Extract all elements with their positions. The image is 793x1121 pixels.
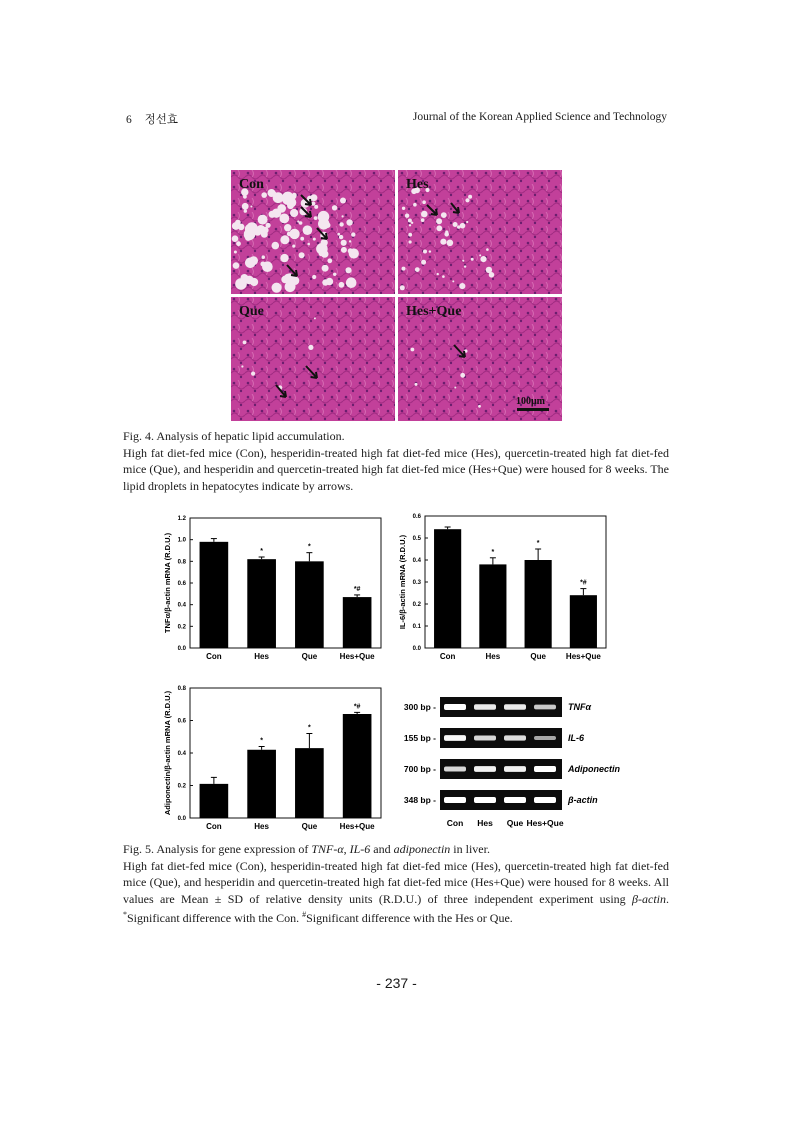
x-tick-label: Que: [301, 822, 318, 831]
running-header-left: [126, 111, 188, 127]
lipid-droplet: [246, 222, 257, 233]
lipid-droplet: [241, 365, 243, 367]
y-tick-label: 0.2: [177, 783, 186, 790]
lipid-droplet: [233, 262, 240, 269]
lipid-droplet: [260, 262, 265, 267]
bar-que: [295, 561, 324, 648]
lipid-droplet: [421, 260, 426, 265]
y-tick-label: 0.6: [177, 718, 186, 725]
x-tick-label: Hes: [254, 822, 269, 831]
lipid-droplet: [415, 267, 420, 272]
histology-figure: [231, 170, 562, 421]
lipid-droplet: [479, 254, 481, 256]
lipid-droplet: [471, 258, 474, 261]
y-tick-label: 0.4: [177, 602, 186, 609]
y-tick-label: 1.2: [177, 516, 186, 522]
lipid-droplet: [273, 192, 276, 195]
lipid-droplet: [411, 222, 413, 224]
y-tick-label: 0.0: [177, 646, 186, 652]
lipid-droplet: [243, 341, 247, 345]
lipid-droplet: [339, 222, 343, 226]
lipid-droplet: [437, 273, 439, 275]
bar-hes: [247, 750, 276, 818]
figure-5-title: Fig. 5. Analysis for gene expression of TNF-α, IL-6 and adiponectin in liver.: [123, 842, 490, 856]
lipid-droplet: [232, 235, 239, 242]
lipid-droplet: [311, 202, 315, 206]
bar-hes: [247, 559, 276, 648]
bar-hes: [479, 564, 506, 648]
bar-que: [525, 560, 552, 648]
lipid-droplet: [421, 211, 428, 218]
significance-mark: *: [260, 548, 263, 555]
lipid-droplet: [478, 405, 481, 408]
lipid-droplet: [261, 192, 267, 198]
band-size-label: 700 bp -: [403, 764, 436, 774]
x-tick-label: Hes+Que: [339, 822, 375, 831]
lipid-droplet: [339, 282, 345, 288]
lipid-droplet: [340, 198, 346, 204]
lane-label: Con: [446, 818, 464, 828]
lipid-droplet: [314, 216, 318, 220]
lipid-droplet: [266, 223, 271, 228]
y-tick-label: 0.8: [177, 686, 186, 692]
lipid-droplet: [351, 232, 355, 236]
lipid-droplet: [244, 209, 247, 212]
bar-con: [200, 784, 229, 818]
lipid-droplet: [282, 192, 294, 204]
lipid-droplet: [339, 235, 343, 239]
lipid-droplet: [245, 258, 256, 269]
gel-band: [504, 766, 526, 772]
x-tick-label: Con: [206, 822, 222, 831]
band-size-label: 300 bp -: [403, 702, 436, 712]
lipid-droplet: [465, 198, 469, 202]
lipid-droplet: [400, 285, 405, 290]
lipid-droplet: [261, 255, 265, 259]
lipid-droplet: [284, 224, 291, 231]
lipid-droplet: [352, 254, 356, 258]
lipid-droplet: [402, 207, 405, 210]
lipid-droplet: [413, 203, 417, 207]
lipid-droplet: [468, 195, 472, 199]
significance-mark: *#: [580, 579, 587, 587]
lane-label: Que: [506, 818, 524, 828]
x-tick-label: Con: [206, 652, 222, 661]
lipid-droplet: [462, 260, 464, 262]
lipid-droplet: [436, 225, 442, 231]
scale-bar-label: 100μm: [516, 396, 545, 407]
lipid-droplet: [242, 203, 249, 210]
lipid-droplet: [321, 239, 328, 246]
lipid-droplet: [287, 232, 292, 237]
lipid-droplet: [307, 243, 310, 246]
gene-label: β-actin: [568, 795, 598, 805]
lipid-droplet: [261, 228, 263, 230]
x-tick-label: Que: [301, 652, 318, 661]
figure-5-body: High fat diet-fed mice (Con), hesperidin-treated high fat diet-fed mice (Hes), quercetin-treated high fat diet-fed mice (Que), and hesperidin and quercetin-treated high fat diet-fed mice (Hes+Que) were housed for 8 weeks. All values are Mean ± SD of relative density units (R.D.U.) of three independent experiment using β-actin. *Significant difference with the Con. #Significant difference with the Hes or Que.: [123, 858, 669, 926]
lipid-droplet: [245, 235, 251, 241]
lipid-droplet: [348, 248, 353, 253]
lipid-droplet: [341, 247, 347, 253]
gel-band: [504, 704, 526, 710]
lipid-droplet: [290, 209, 298, 217]
lipid-droplet: [346, 277, 357, 288]
lipid-droplet: [454, 387, 456, 389]
lipid-droplet: [287, 202, 294, 209]
lipid-droplet: [486, 267, 492, 273]
lipid-droplet: [314, 317, 316, 319]
gel-band: [474, 704, 496, 710]
gel-band: [474, 797, 496, 803]
lipid-droplet: [460, 373, 465, 378]
lipid-droplet: [250, 278, 258, 286]
y-tick-label: 0.8: [177, 559, 186, 566]
band-size-label: 155 bp -: [403, 733, 436, 743]
x-tick-label: Que: [530, 652, 546, 661]
x-tick-label: Hes: [254, 652, 269, 661]
lipid-droplet: [346, 219, 352, 225]
lipid-droplet: [408, 233, 412, 237]
lipid-droplet: [238, 224, 245, 231]
lipid-droplet: [409, 224, 411, 226]
gel-band: [444, 735, 466, 741]
gel-electrophoresis: [395, 693, 645, 833]
gel-band: [444, 766, 466, 771]
gene-label: Adiponectin: [568, 764, 620, 774]
lipid-droplet: [464, 265, 466, 267]
lipid-droplet: [442, 275, 445, 278]
chart-il6: [395, 508, 610, 670]
significance-mark: *: [260, 737, 263, 745]
y-axis-label: TNFα/β-actin mRNA (R.D.U.): [163, 532, 172, 634]
lipid-droplet: [466, 221, 468, 223]
lipid-droplet: [312, 275, 316, 279]
band-size-label: 348 bp -: [403, 795, 436, 805]
y-tick-label: 0.0: [177, 816, 186, 822]
lipid-droplet: [272, 242, 280, 250]
panel-label-que: Que: [239, 304, 264, 319]
gel-band: [444, 704, 466, 710]
lipid-droplet: [281, 276, 289, 284]
y-tick-label: 0.1: [412, 624, 421, 630]
lipid-droplet: [243, 195, 247, 199]
lipid-droplet: [402, 267, 406, 271]
y-tick-label: 0.6: [177, 581, 186, 587]
lipid-droplet: [303, 225, 313, 235]
y-tick-label: 0.2: [177, 624, 186, 631]
lipid-droplet: [250, 206, 252, 208]
lipid-droplet: [447, 240, 454, 247]
significance-mark: *: [536, 540, 540, 547]
x-tick-label: Con: [439, 652, 456, 661]
gel-band: [534, 736, 556, 740]
bar-con: [200, 542, 229, 648]
lipid-droplet: [452, 280, 454, 282]
y-tick-label: 1.0: [177, 537, 186, 544]
lipid-droplet: [299, 252, 305, 258]
y-tick-label: 0.6: [412, 514, 421, 520]
lipid-droplet: [345, 267, 351, 273]
lipid-droplet: [486, 248, 489, 251]
lipid-droplet: [322, 279, 328, 285]
y-axis-label: IL-6/β-actin mRNA (R.D.U.): [398, 534, 407, 630]
lipid-droplet: [409, 240, 412, 243]
lane-label: Hes+Que: [526, 818, 564, 828]
lipid-droplet: [460, 223, 466, 229]
y-tick-label: 0.4: [177, 751, 186, 757]
panel-label-hes-que: Hes+Que: [406, 304, 462, 319]
lipid-droplet: [332, 205, 337, 210]
y-tick-label: 0.3: [412, 580, 421, 586]
panel-label-con: Con: [239, 177, 264, 192]
lipid-droplet: [422, 200, 426, 204]
lipid-droplet: [480, 256, 486, 262]
lipid-droplet: [308, 345, 313, 350]
gel-band: [504, 735, 526, 740]
lipid-droplet: [236, 241, 241, 246]
bar-hes-que: [343, 714, 372, 818]
lipid-droplet: [300, 237, 304, 241]
gel-band: [474, 766, 496, 772]
scale-bar: [517, 408, 549, 411]
page-number-top: 6: [126, 114, 132, 126]
lipid-droplet: [318, 218, 329, 229]
lipid-droplet: [337, 233, 340, 236]
lipid-droplet: [314, 205, 318, 209]
lipid-droplet: [327, 258, 332, 263]
lipid-droplet: [258, 215, 268, 225]
lipid-droplet: [307, 227, 310, 230]
lipid-droplet: [405, 214, 409, 218]
lipid-droplet: [444, 232, 449, 237]
author-name: 정선효: [144, 114, 178, 126]
x-tick-label: Hes: [485, 652, 501, 661]
lipid-droplet: [341, 240, 347, 246]
gene-label: IL-6: [568, 733, 585, 743]
y-tick-label: 0.0: [412, 646, 421, 652]
x-tick-label: Hes+Que: [565, 652, 601, 661]
lipid-droplet: [408, 219, 412, 223]
panel-label-hes: Hes: [406, 177, 429, 192]
significance-mark: *: [491, 548, 495, 556]
lipid-droplet: [272, 283, 282, 293]
gel-band: [474, 735, 496, 740]
y-axis-label: Adiponectin/β-actin mRNA (R.D.U.): [163, 690, 172, 816]
journal-title: Journal of the Korean Applied Science and Technology: [412, 111, 667, 123]
figure-4-title: Fig. 4. Analysis of hepatic lipid accumulation.: [123, 429, 345, 443]
lipid-droplet: [269, 211, 276, 218]
lipid-droplet: [342, 215, 344, 217]
lipid-droplet: [333, 273, 336, 276]
lipid-droplet: [459, 283, 465, 289]
lipid-droplet: [423, 250, 427, 254]
figure-4-body: High fat diet-fed mice (Con), hesperidin-treated high fat diet-fed mice (Hes), quercetin-treated high fat diet-fed mice (Que), and hesperidin and quercetin-treated high fat diet-fed mice (Hes+Que) were housed for 8 weeks. The lipid droplets in hepatocytes indicate by arrows.: [123, 445, 669, 493]
x-tick-label: Hes+Que: [339, 652, 375, 661]
lipid-droplet: [411, 348, 415, 352]
gene-label: TNFα: [568, 702, 592, 712]
gel-band: [534, 797, 556, 803]
gel-band: [534, 705, 556, 710]
lipid-droplet: [251, 372, 255, 376]
chart-tnf: [160, 510, 385, 670]
lipid-droplet: [313, 238, 316, 241]
bar-hes-que: [343, 597, 372, 648]
figure-5-caption: [123, 841, 669, 927]
lipid-droplet: [234, 251, 237, 254]
lipid-droplet: [415, 383, 418, 386]
gel-band: [534, 766, 556, 772]
gel-band: [504, 797, 526, 803]
lipid-droplet: [297, 220, 299, 222]
bar-hes-que: [570, 595, 597, 648]
lipid-droplet: [421, 218, 425, 222]
lipid-droplet: [322, 265, 329, 272]
bar-con: [434, 529, 461, 648]
lipid-droplet: [280, 235, 289, 244]
significance-mark: *#: [353, 585, 361, 593]
lipid-droplet: [280, 254, 288, 262]
significance-mark: *#: [353, 703, 361, 711]
lipid-droplet: [440, 239, 446, 245]
lipid-droplet: [292, 245, 295, 248]
lipid-droplet: [436, 218, 442, 224]
chart-adiponectin: [160, 680, 385, 840]
lipid-droplet: [453, 222, 458, 227]
y-tick-label: 0.5: [412, 536, 421, 542]
significance-mark: *: [308, 724, 311, 732]
lipid-droplet: [279, 214, 289, 224]
significance-mark: *: [308, 543, 311, 551]
gel-band: [444, 797, 466, 803]
lipid-droplet: [441, 212, 447, 218]
lane-label: Hes: [477, 818, 493, 828]
figure-4-caption: [123, 428, 669, 494]
y-tick-label: 0.4: [412, 558, 421, 564]
bar-que: [295, 748, 324, 818]
y-tick-label: 0.2: [412, 602, 421, 608]
lipid-droplet: [429, 250, 431, 252]
page-footer-number: - 237 -: [376, 975, 417, 991]
lipid-droplet: [349, 240, 351, 242]
